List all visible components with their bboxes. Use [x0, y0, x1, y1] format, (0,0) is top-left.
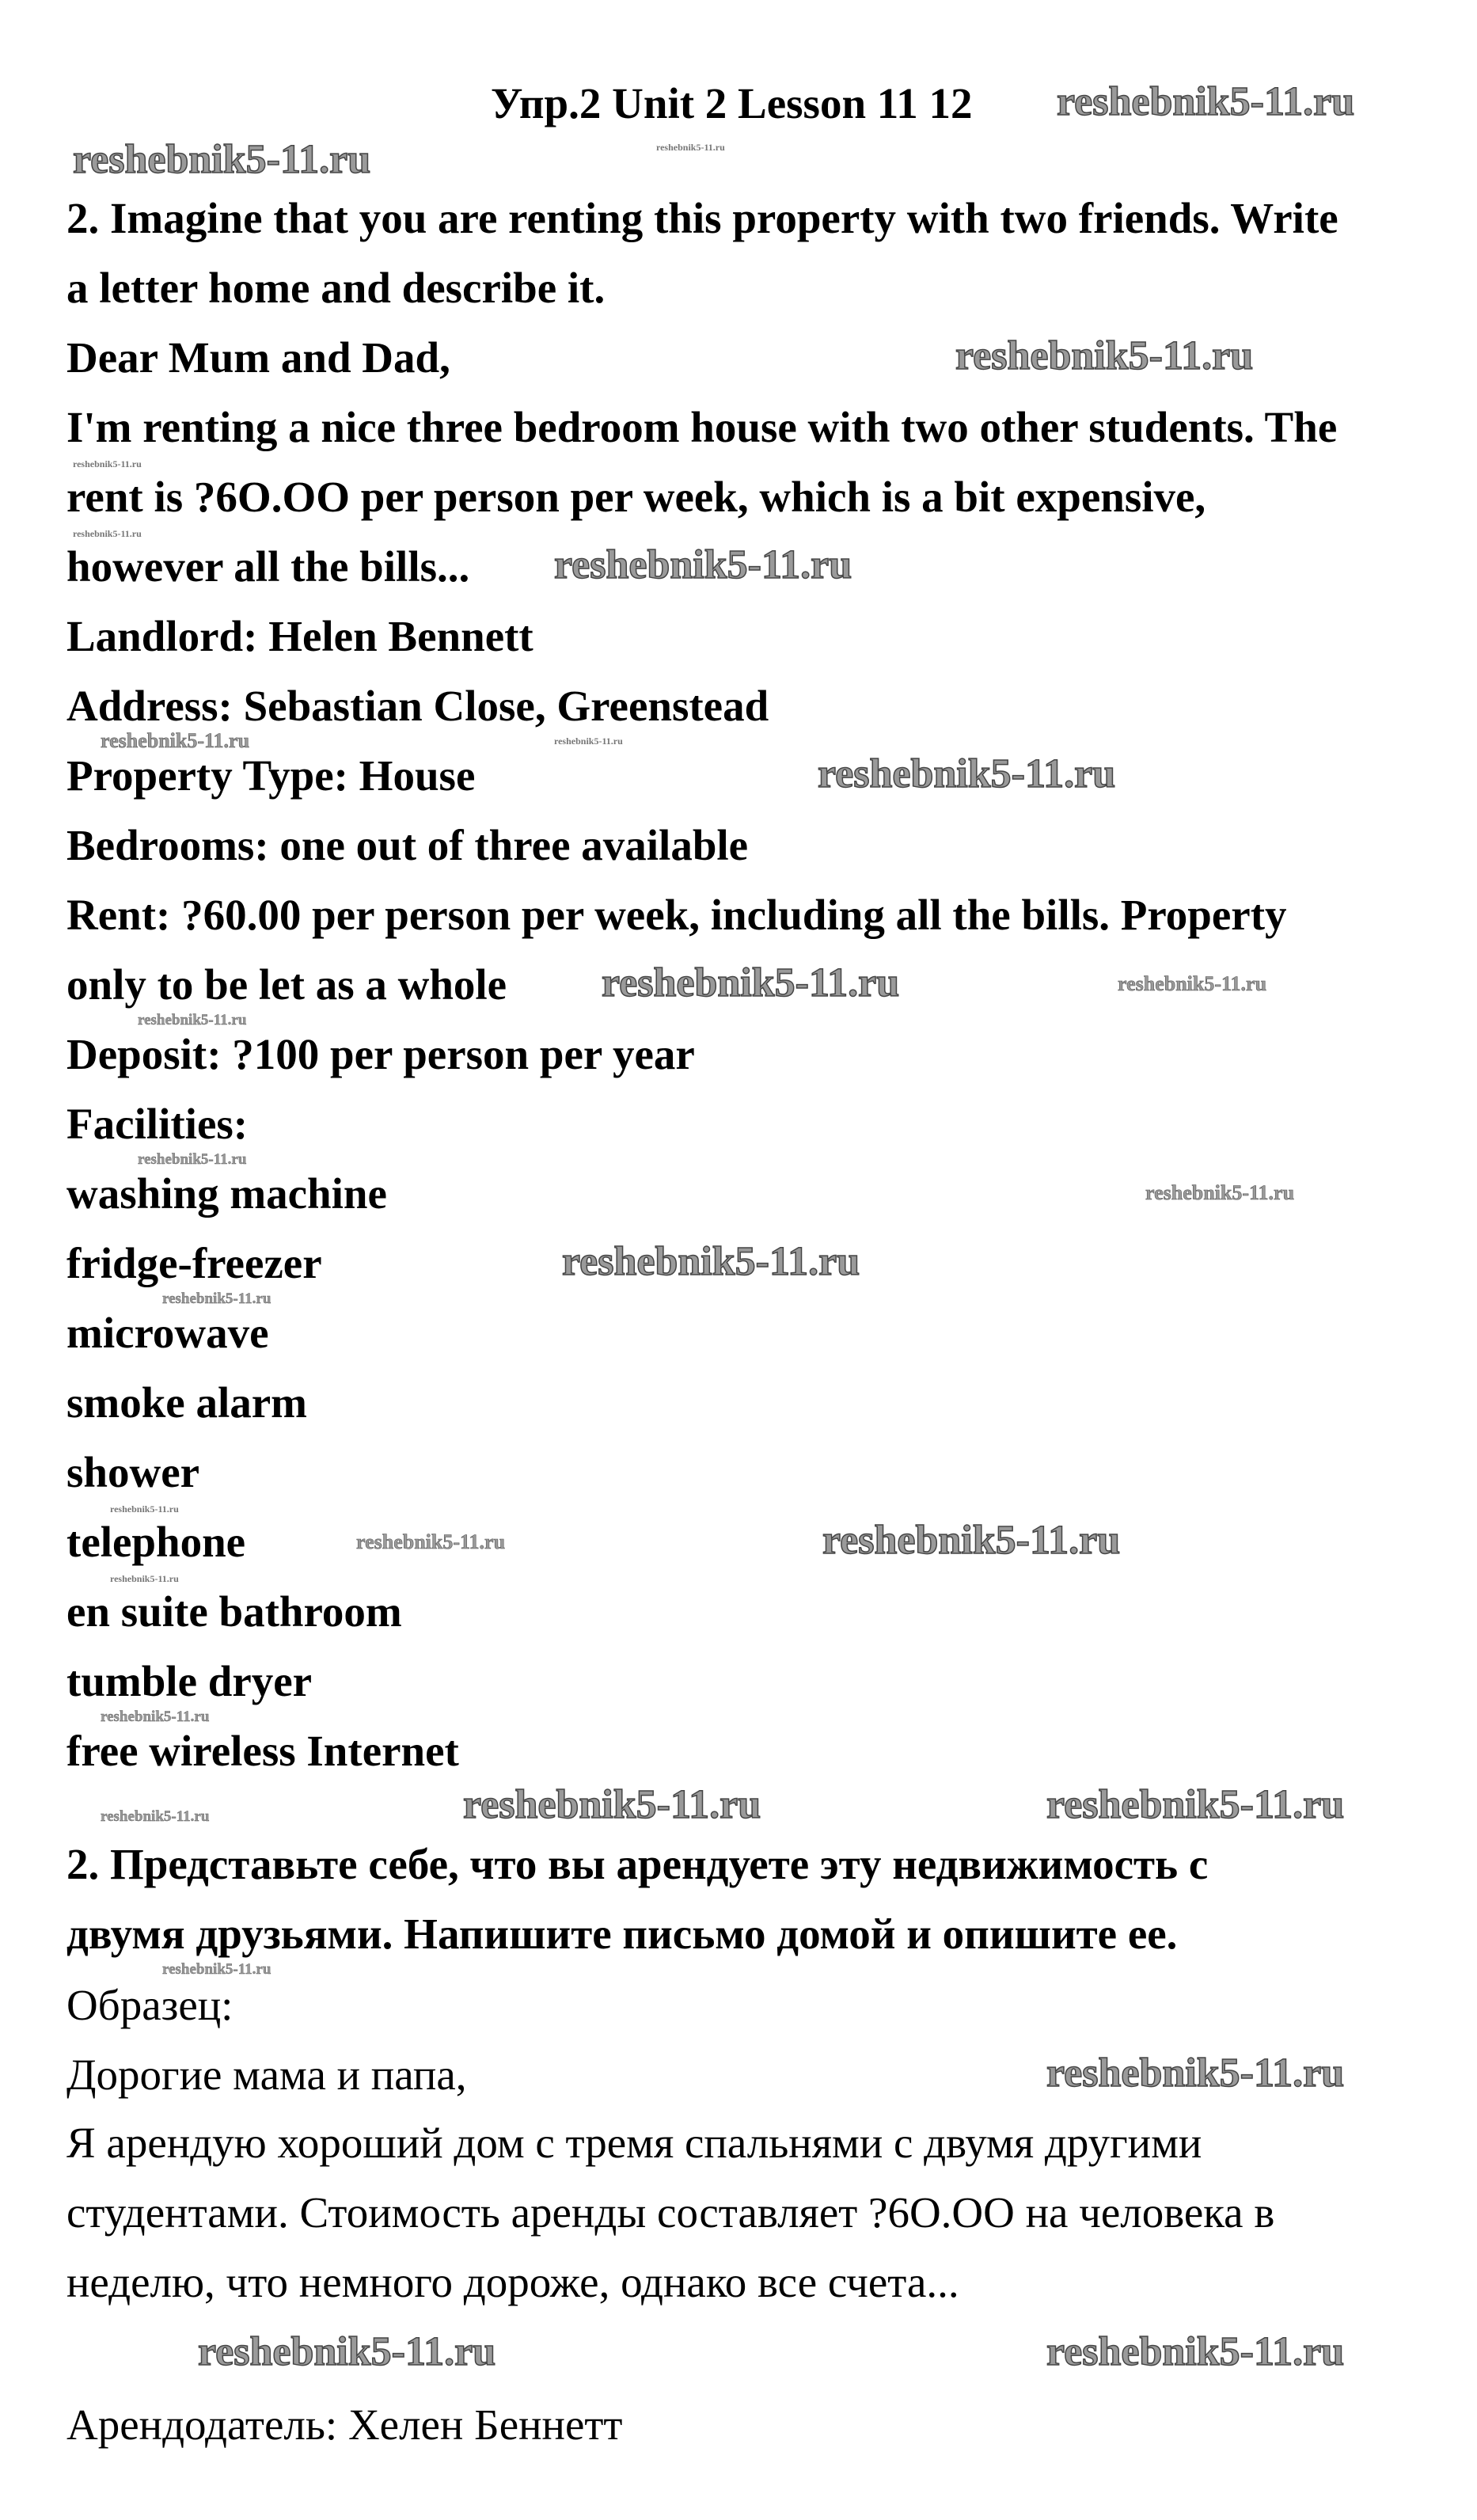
- ru-letter-line: студентами. Стоимость аренды составляет ?6O.OO на человека в: [66, 2188, 1275, 2237]
- watermark: reshebnik5-11.ru: [1046, 2051, 1345, 2096]
- rent-line: Rent: ?60.00 per person per week, including all the bills. Property: [66, 891, 1287, 939]
- task-line: 2. Imagine that you are renting this property with two friends. Write: [66, 194, 1338, 242]
- ru-task-line: 2. Представьте себе, что вы арендуете эту недвижимость с: [66, 1840, 1209, 1888]
- watermark: reshebnik5-11.ru: [138, 1151, 247, 1168]
- facility-item: tumble dryer: [66, 1657, 313, 1705]
- watermark: reshebnik5-11.ru: [955, 333, 1254, 378]
- facility-item: shower: [66, 1448, 200, 1496]
- facilities-heading: Facilities:: [66, 1100, 249, 1148]
- watermark: reshebnik5-11.ru: [1046, 2329, 1345, 2374]
- ru-task-line: двумя друзьями. Напишите письмо домой и опишите ее.: [66, 1910, 1178, 1958]
- watermark: reshebnik5-11.ru: [198, 2329, 496, 2374]
- ru-letter-line: Я арендую хороший дом с тремя спальнями с двумя другими: [66, 2119, 1202, 2167]
- ru-letter-line: неделю, что немного дороже, однако все счета...: [66, 2258, 959, 2306]
- rent-line: only to be let as a whole: [66, 960, 507, 1009]
- facility-item: microwave: [66, 1309, 269, 1357]
- facility-item: smoke alarm: [66, 1378, 307, 1427]
- watermark: reshebnik5-11.ru: [463, 1782, 761, 1827]
- watermark: reshebnik5-11.ru: [356, 1530, 506, 1553]
- watermark: reshebnik5-11.ru: [101, 729, 250, 752]
- landlord-line: Landlord: Helen Bennett: [66, 612, 533, 660]
- page-title: Упр.2 Unit 2 Lesson 11 12: [491, 79, 973, 127]
- watermark: reshebnik5-11.ru: [554, 735, 623, 747]
- watermark: reshebnik5-11.ru: [1057, 79, 1355, 124]
- watermark: reshebnik5-11.ru: [110, 1573, 179, 1584]
- task-line: a letter home and describe it.: [66, 264, 606, 312]
- watermark: reshebnik5-11.ru: [73, 137, 371, 182]
- facility-item: telephone: [66, 1518, 246, 1566]
- facility-item: fridge-freezer: [66, 1239, 322, 1287]
- watermark: reshebnik5-11.ru: [602, 960, 900, 1005]
- watermark: reshebnik5-11.ru: [818, 751, 1116, 796]
- watermark: reshebnik5-11.ru: [101, 1709, 210, 1725]
- ru-sample-label: Образец:: [66, 1981, 234, 2029]
- facility-item: en suite bathroom: [66, 1587, 402, 1636]
- watermark: reshebnik5-11.ru: [822, 1518, 1121, 1563]
- facility-item: free wireless Internet: [66, 1727, 459, 1775]
- letter-greeting: Dear Mum and Dad,: [66, 333, 450, 382]
- watermark: reshebnik5-11.ru: [562, 1239, 860, 1284]
- watermark: reshebnik5-11.ru: [73, 528, 142, 539]
- watermark: reshebnik5-11.ru: [656, 142, 725, 153]
- letter-line: I'm renting a nice three bedroom house with two other students. The: [66, 403, 1338, 451]
- ru-landlord-line: Арендодатель: Хелен Беннетт: [66, 2400, 623, 2449]
- watermark: reshebnik5-11.ru: [73, 458, 142, 469]
- watermark: reshebnik5-11.ru: [162, 1961, 271, 1978]
- bedrooms-line: Bedrooms: one out of three available: [66, 821, 749, 869]
- watermark: reshebnik5-11.ru: [138, 1012, 247, 1028]
- facility-item: washing machine: [66, 1169, 387, 1218]
- watermark: reshebnik5-11.ru: [110, 1503, 179, 1515]
- letter-line: however all the bills...: [66, 542, 470, 591]
- watermark: reshebnik5-11.ru: [554, 542, 852, 587]
- ru-letter-line: Дорогие мама и папа,: [66, 2051, 467, 2099]
- watermark: reshebnik5-11.ru: [1046, 1782, 1345, 1827]
- letter-line: rent is ?6O.OO per person per week, which is a bit expensive,: [66, 473, 1206, 521]
- watermark: reshebnik5-11.ru: [1145, 1181, 1295, 1204]
- deposit-line: Deposit: ?100 per person per year: [66, 1030, 695, 1078]
- watermark: reshebnik5-11.ru: [162, 1290, 271, 1307]
- address-line: Address: Sebastian Close, Greenstead: [66, 682, 769, 730]
- watermark: reshebnik5-11.ru: [101, 1808, 210, 1825]
- watermark: reshebnik5-11.ru: [1118, 972, 1267, 995]
- property-type-line: Property Type: House: [66, 751, 476, 800]
